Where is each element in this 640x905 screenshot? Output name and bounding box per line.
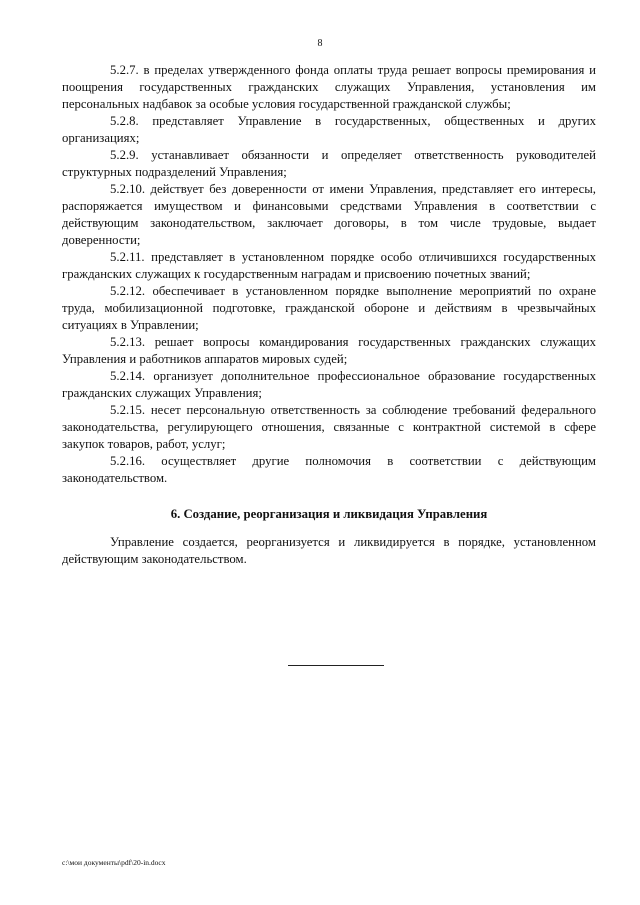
clause-5-2-7: 5.2.7. в пределах утвержденного фонда оплаты труда решает вопросы премирования и поощрения государственных гражданских служащих Управления, установления им персональных надбавок за особые условия государственной гражданской службы; bbox=[62, 63, 596, 111]
clause-5-2-13: 5.2.13. решает вопросы командирования государственных гражданских служащих Управления и работников аппаратов мировых судей; bbox=[62, 335, 596, 366]
clause-5-2-11: 5.2.11. представляет в установленном порядке особо отличившихся государственных гражданских служащих к государственным наградам и присвоению почетных званий; bbox=[62, 250, 596, 281]
clause-5-2-9: 5.2.9. устанавливает обязанности и определяет ответственность руководителей структурных подразделений Управления; bbox=[62, 148, 596, 179]
document-body bbox=[62, 62, 596, 568]
page-number: 8 bbox=[317, 38, 323, 49]
file-path-footer: c:\мои документы\pdf\20-in.docx bbox=[62, 858, 166, 867]
section-6-heading: 6. Создание, реорганизация и ликвидация Управления bbox=[170, 507, 488, 521]
clause-5-2-12: 5.2.12. обеспечивает в установленном порядке выполнение мероприятий по охране труда, мобилизационной подготовке, гражданской обороне и действиям в чрезвычайных ситуациях в Управлении; bbox=[62, 284, 596, 332]
clause-5-2-15: 5.2.15. несет персональную ответственность за соблюдение требований федерального законодательства, регулирующего отношения, связанные с контрактной системой в сфере закупок товаров, работ, услуг; bbox=[62, 403, 596, 451]
clause-5-2-8: 5.2.8. представляет Управление в государственных, общественных и других организациях; bbox=[62, 114, 596, 145]
end-of-document-rule bbox=[288, 665, 384, 666]
clause-5-2-14: 5.2.14. организует дополнительное профессиональное образование государственных гражданских служащих Управления; bbox=[62, 369, 596, 400]
clause-5-2-10: 5.2.10. действует без доверенности от имени Управления, представляет его интересы, распоряжается имуществом и финансовыми средствами Управления в соответствии с действующим законодательством, заключает договоры, в том числе трудовые, выдает доверенности; bbox=[62, 182, 596, 247]
section-6-body: Управление создается, реорганизуется и ликвидируется в порядке, установленном действующим законодательством. bbox=[62, 535, 596, 566]
clause-5-2-16: 5.2.16. осуществляет другие полномочия в соответствии с действующим законодательством. bbox=[62, 454, 596, 485]
